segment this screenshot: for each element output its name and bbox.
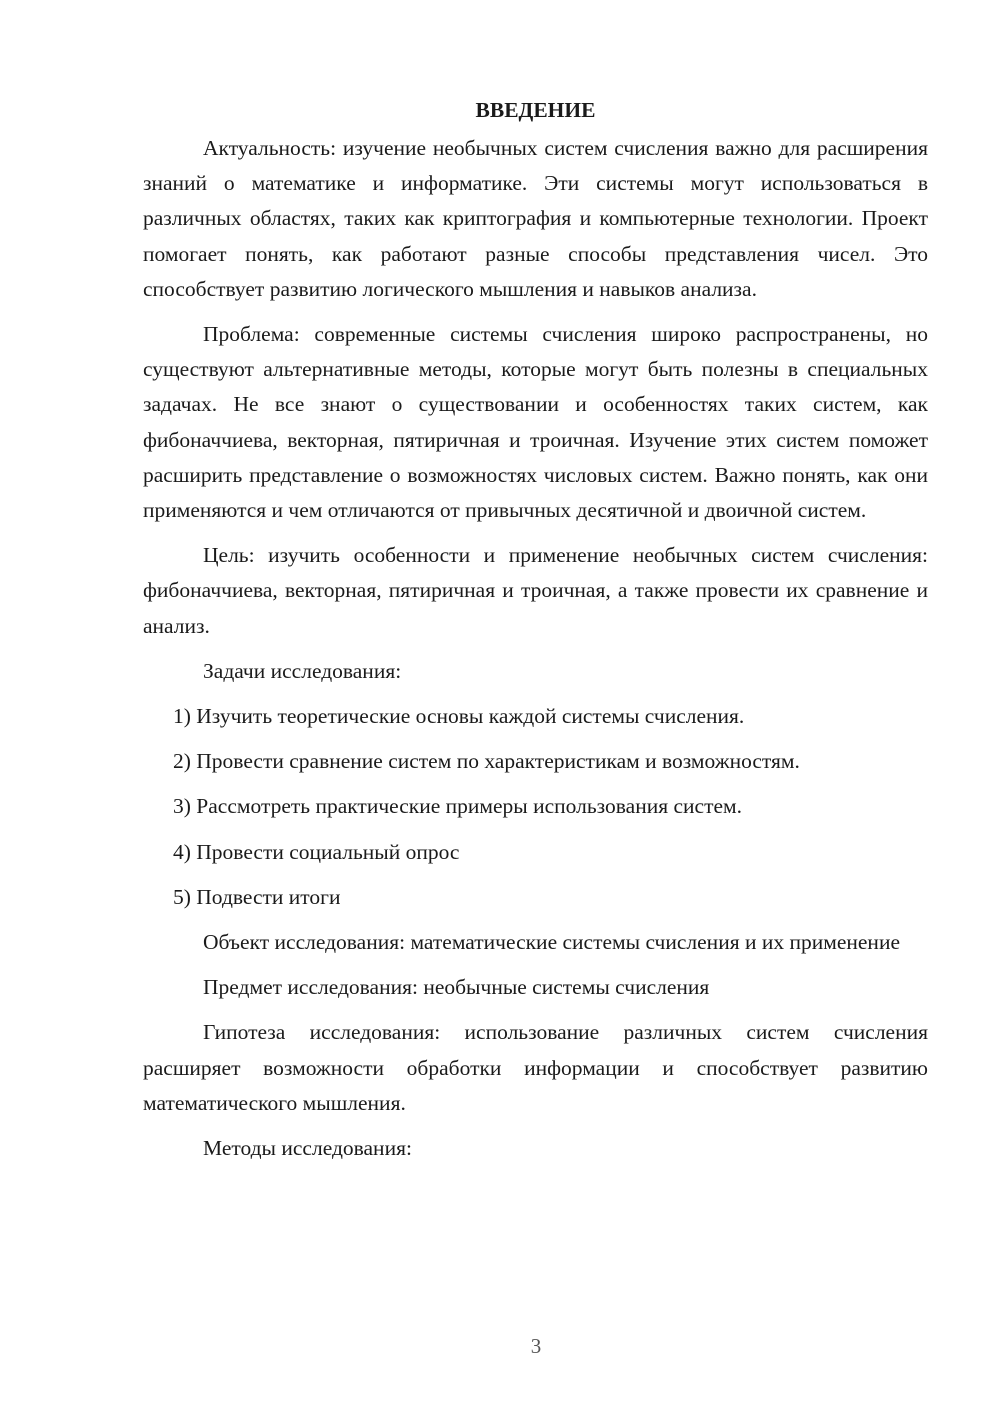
hypothesis-paragraph: Гипотеза исследования: использование различных систем счисления расширяет возможности обработки информации и способствует развитию математического мышления. [143,1020,928,1115]
subject-paragraph: Предмет исследования: необычные системы счисления [203,975,710,1000]
problem-paragraph: Проблема: современные системы счисления широко распространены, но существуют альтернативные методы, которые могут быть полезны в специальных задачах. Не все знают о существовании и особенностях таких систем, как фибоначчиева, векторная, пятиричная и троичная. Изучение этих систем поможет расширить представление о возможностях числовых систем. Важно понять, как они применяются и чем отличаются от привычных десятичной и двоичной систем. [143,322,928,523]
methods-title: Методы исследования: [203,1136,412,1161]
task-item-2: 2) Провести сравнение систем по характеристикам и возможностям. [173,749,800,774]
task-item-4: 4) Провести социальный опрос [173,839,460,864]
page-number: 3 [530,1334,542,1358]
tasks-title: Задачи исследования: [203,658,402,683]
section-heading: ВВЕДЕНИЕ [475,98,596,122]
task-item-1: 1) Изучить теоретические основы каждой системы счисления. [173,704,745,729]
document-page [143,92,928,1166]
relevance-paragraph: Актуальность: изучение необычных систем счисления важно для расширения знаний о математике и информатике. Эти системы могут использоваться в различных областях, таких как криптография и компьютерные технологии. Проект помогает понять, как работают разные способы представления чисел. Это способствует развитию логического мышления и навыков анализа. [143,136,928,301]
task-item-5: 5) Подвести итоги [173,884,341,909]
tasks-list [143,699,928,915]
object-paragraph: Объект исследования: математические системы счисления и их применение [203,930,900,955]
goal-paragraph: Цель: изучить особенности и применение необычных систем счисления: фибоначчиева, векторная, пятиричная и троичная, а также провести их сравнение и анализ. [143,543,928,638]
task-item-3: 3) Рассмотреть практические примеры использования систем. [173,794,742,819]
